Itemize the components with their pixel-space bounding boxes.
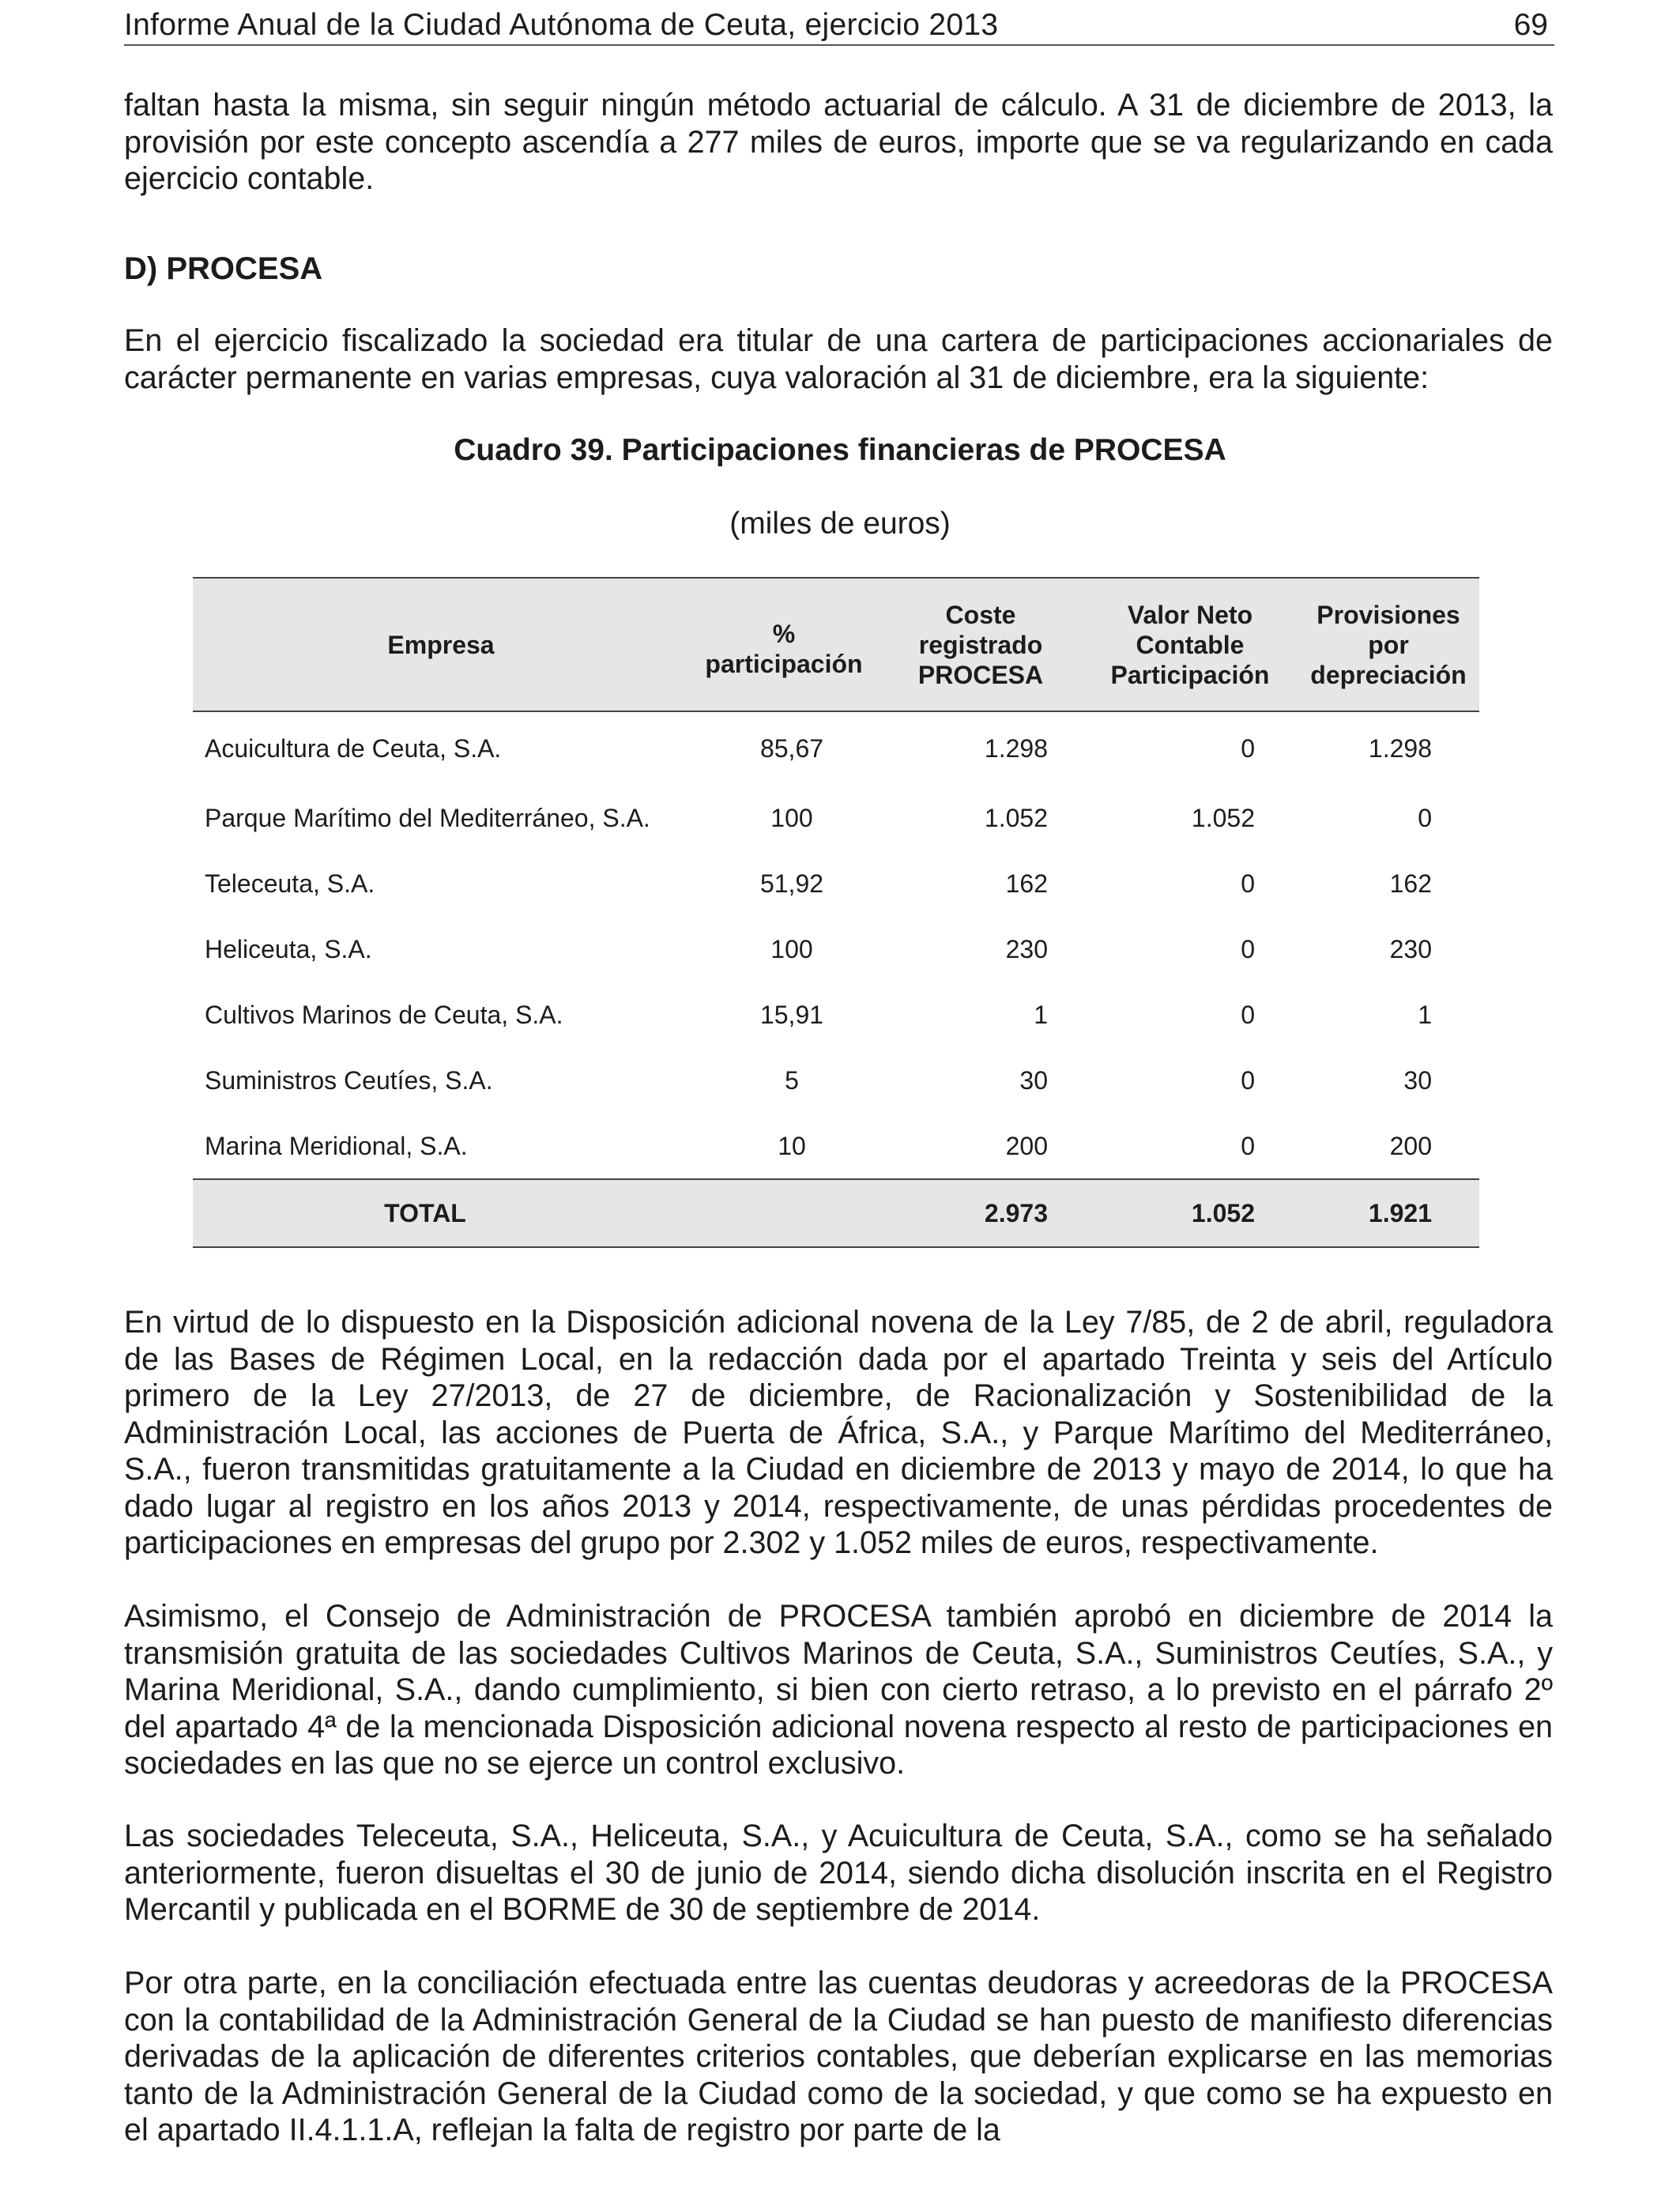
paragraph-sociedades: Las sociedades Teleceuta, S.A., Heliceuta, S.A., y Acuicultura de Ceuta, S.A., como se ha señalado anteriormente, fueron disueltas el 30 de junio de 2014, siendo dicha disolución inscrita en el Registro Mercantil y publicada en el BORME de 30 de septiembre de 2014.: [124, 1819, 1553, 1927]
header-vnc: Valor Neto Contable Participación: [1083, 578, 1298, 711]
cell-empresa: Acuicultura de Ceuta, S.A.: [205, 734, 502, 763]
cell-vnc: 0: [1241, 869, 1255, 898]
participaciones-table: [193, 577, 1479, 1248]
document-title: Informe Anual de la Ciudad Autónoma de Ceuta, ejercicio 2013: [124, 8, 999, 42]
cell-empresa: Cultivos Marinos de Ceuta, S.A.: [205, 1000, 563, 1029]
header-pct: % participación: [689, 578, 879, 711]
cell-coste: 30: [1019, 1065, 1048, 1095]
paragraph-asimismo: Asimismo, el Consejo de Administración de PROCESA también aprobó en diciembre de 2014 la transmisión gratuita de las sociedades Cultivos Marinos de Ceuta, S.A., Suministros Ceutíes, S.A., y Marina Meridional, S.A., dando cumplimiento, si bien con cierto retraso, a lo previsto en el párrafo 2º del apartado 4ª de la mencionada Disposición adicional novena respecto al resto de participaciones en sociedades en las que no se ejerce un control exclusivo.: [124, 1599, 1553, 1781]
paragraph-conciliacion: Por otra parte, en la conciliación efectuada entre las cuentas deudoras y acreedoras de la PROCESA con la contabilidad de la Administración General de la Ciudad se han puesto de manifiesto diferencias derivadas de la aplicación de diferentes criterios contables, que deberían explicarse en las memorias tanto de la Administración General de la Ciudad como de la sociedad, y que como se ha expuesto en el apartado II.4.1.1.A, reflejan la falta de registro por parte de la: [124, 1966, 1553, 2147]
cell-pct: 15,91: [759, 1000, 824, 1029]
page-number: 69: [1513, 8, 1548, 42]
total-vnc: 1.052: [1083, 1179, 1298, 1247]
cell-prov: 162: [1389, 869, 1432, 898]
cell-pct: 100: [770, 803, 813, 832]
cell-pct: 85,67: [759, 734, 824, 763]
cell-vnc: 1.052: [1191, 803, 1255, 832]
cell-vnc: 0: [1241, 934, 1255, 963]
total-pct: [689, 1179, 879, 1247]
table-row: [193, 711, 1479, 785]
table-row: [193, 982, 1479, 1047]
cell-empresa: Parque Marítimo del Mediterráneo, S.A.: [205, 803, 650, 832]
cell-coste: 1.298: [984, 734, 1048, 763]
table-row: [193, 1113, 1479, 1179]
cell-coste: 1: [1034, 1000, 1048, 1029]
cell-pct: 51,92: [759, 869, 824, 898]
cell-empresa: Marina Meridional, S.A.: [205, 1131, 468, 1160]
cell-pct: 5: [785, 1065, 799, 1095]
cell-prov: 1.298: [1368, 734, 1432, 763]
cell-coste: 200: [1005, 1131, 1048, 1160]
cell-coste: 1.052: [984, 803, 1048, 832]
section-heading: D) PROCESA: [124, 251, 323, 286]
table-row: [193, 1047, 1479, 1113]
table-row: [193, 785, 1479, 850]
table-row: [193, 850, 1479, 916]
cell-empresa: Suministros Ceutíes, S.A.: [205, 1065, 493, 1095]
paragraph-cartera: En el ejercicio fiscalizado la sociedad era titular de una cartera de participaciones accionariales de carácter permanente en varias empresas, cuya valoración al 31 de diciembre, era la siguiente:: [124, 323, 1553, 395]
page-header: [124, 6, 1554, 46]
cell-vnc: 0: [1241, 1000, 1255, 1029]
cell-coste: 162: [1005, 869, 1048, 898]
table-row: [193, 916, 1479, 982]
paragraph-disposicion: En virtud de lo dispuesto en la Disposición adicional novena de la Ley 7/85, de 2 de abril, reguladora de las Bases de Régimen Local, en la redacción dada por el apartado Treinta y seis del Artículo primero de la Ley 27/2013, de 27 de diciembre, de Racionalización y Sostenibilidad de la Administración Local, las acciones de Puerta de África, S.A., y Parque Marítimo del Mediterráneo, S.A., fueron transmitidas gratuitamente a la Ciudad en diciembre de 2013 y mayo de 2014, lo que ha dado lugar al registro en los años 2013 y 2014, respectivamente, de unas pérdidas procedentes de participaciones en empresas del grupo por 2.302 y 1.052 miles de euros, respectivamente.: [124, 1305, 1553, 1560]
cell-vnc: 0: [1241, 1131, 1255, 1160]
header-empresa: Empresa: [193, 578, 689, 711]
header-coste: Coste registrado PROCESA: [879, 578, 1083, 711]
total-label: TOTAL: [193, 1179, 689, 1247]
total-prov: 1.921: [1298, 1179, 1479, 1247]
total-coste: 2.973: [879, 1179, 1083, 1247]
table-total-row: [193, 1179, 1479, 1247]
cell-vnc: 0: [1241, 1065, 1255, 1095]
cell-empresa: Heliceuta, S.A.: [205, 934, 372, 963]
cell-prov: 230: [1389, 934, 1432, 963]
cell-vnc: 0: [1241, 734, 1255, 763]
cell-prov: 30: [1403, 1065, 1432, 1095]
header-prov: Provisiones por depreciación: [1298, 578, 1479, 711]
table-header-row: [193, 578, 1479, 711]
table-subtitle: (miles de euros): [729, 507, 951, 541]
cell-coste: 230: [1005, 934, 1048, 963]
cell-prov: 200: [1389, 1131, 1432, 1160]
table-title: Cuadro 39. Participaciones financieras de PROCESA: [454, 433, 1226, 467]
cell-empresa: Teleceuta, S.A.: [205, 869, 375, 898]
cell-pct: 100: [770, 934, 813, 963]
cell-prov: 0: [1418, 803, 1432, 832]
cell-pct: 10: [778, 1131, 806, 1160]
cell-prov: 1: [1418, 1000, 1432, 1029]
paragraph-intro: faltan hasta la misma, sin seguir ningún método actuarial de cálculo. A 31 de diciembre de 2013, la provisión por este concepto ascendía a 277 miles de euros, importe que se va regularizando en cada ejercicio contable.: [124, 88, 1553, 196]
